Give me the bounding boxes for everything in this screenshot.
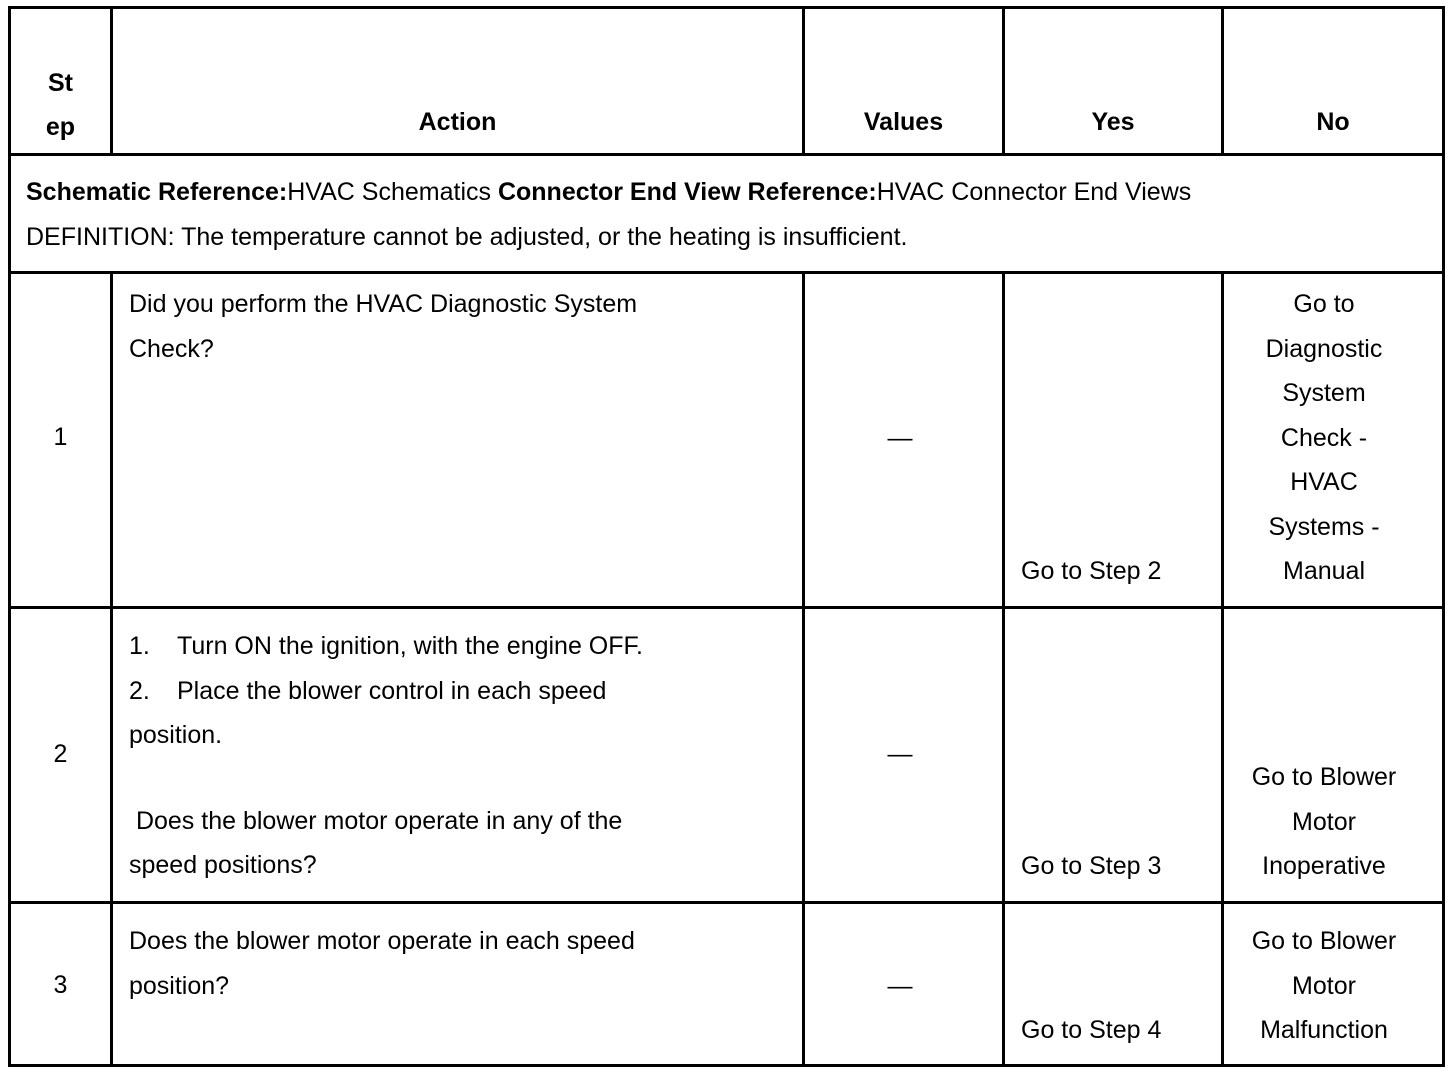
header-action: Action [418,107,497,136]
step-1-no-link[interactable] [1224,282,1424,594]
definition-text: DEFINITION: The temperature cannot be adjusted, or the heating is insufficient. [26,222,908,251]
step-2-no-line3: Inoperative [1262,852,1386,880]
step-2-list-continuation: position. [129,721,223,749]
step-1-action [129,282,799,371]
step-1-no-line6: Systems - [1268,512,1380,541]
table-border-top [8,6,1445,9]
connector-reference-link[interactable]: HVAC Connector End Views [876,178,1192,206]
schematic-reference-link[interactable]: HVAC Schematics [287,178,491,206]
step-2-spacer [129,758,799,799]
step-1-action-line1: Did you perform the HVAC Diagnostic System [129,290,638,318]
step-2-no-line1: Go to Blower [1251,763,1397,791]
reference-cell [26,170,1426,259]
step-1-no-line7: Manual [1283,557,1365,585]
step-3-no-link[interactable] [1224,919,1424,1053]
step-2-list-num-2: 2. [129,676,150,705]
step-2-list-text-2: Place the blower control in each speed [177,676,607,705]
connector-reference-label: Connector End View Reference: [497,178,877,206]
col-divider-values [1002,271,1005,1067]
step-2-question-line2: speed positions? [129,851,317,879]
schematic-reference-label: Schematic Reference: [26,178,288,206]
row-divider-2 [8,901,1445,904]
step-3-number: 3 [53,971,68,999]
step-3-no-line2: Motor [1292,971,1356,1000]
step-3-no-line1: Go to Blower [1251,927,1397,955]
header-divider [8,153,1445,156]
step-3-no-line3: Malfunction [1260,1016,1388,1044]
step-1-value: — [887,424,913,452]
header-no: No [1316,107,1350,136]
reference-divider [8,271,1445,274]
step-3-value: — [887,972,913,1000]
header-step [11,60,110,150]
step-2-value: — [887,740,913,768]
step-3-action-line1: Does the blower motor operate in each speed [129,927,635,955]
step-2-no-line2: Motor [1292,807,1356,836]
step-1-action-line2: Check? [129,334,214,363]
step-3-action-line2: position? [129,971,230,1000]
step-1-no-line4: Check - [1280,423,1368,452]
step-2-action [129,624,799,888]
step-2-list-item-1 [129,624,799,669]
table-border-right [1442,6,1445,1067]
row-divider-1 [8,606,1445,609]
table-border-left [8,6,11,1067]
step-1-no-line1: Go to [1293,290,1355,318]
table-border-bottom [8,1064,1445,1067]
step-1-no-line2: Diagnostic [1265,334,1383,363]
step-2-list-num-1: 1. [129,632,150,660]
step-2-list-text-1: Turn ON the ignition, with the engine OFF. [177,632,643,660]
step-2-yes-link[interactable]: Go to Step 3 [1021,852,1162,880]
step-1-no-line5: HVAC [1290,468,1358,496]
step-3-action [129,919,799,1008]
step-2-list-item-2 [129,669,799,714]
col-divider-action [802,271,805,1067]
col-divider-step [110,271,113,1067]
header-step-line1: St [48,68,73,97]
step-2-question-line1: Does the blower motor operate in any of the [129,806,623,835]
header-values: Values [863,107,944,136]
step-1-no-line3: System [1282,379,1366,407]
header-step-line2: ep [45,113,76,141]
step-2-no-link[interactable] [1224,755,1424,889]
step-2-number: 2 [53,740,68,768]
step-1-number: 1 [53,423,68,451]
header-yes: Yes [1091,107,1135,136]
step-1-yes-link[interactable]: Go to Step 2 [1021,557,1162,585]
step-3-yes-link[interactable]: Go to Step 4 [1021,1016,1162,1044]
reference-line [26,170,1426,215]
